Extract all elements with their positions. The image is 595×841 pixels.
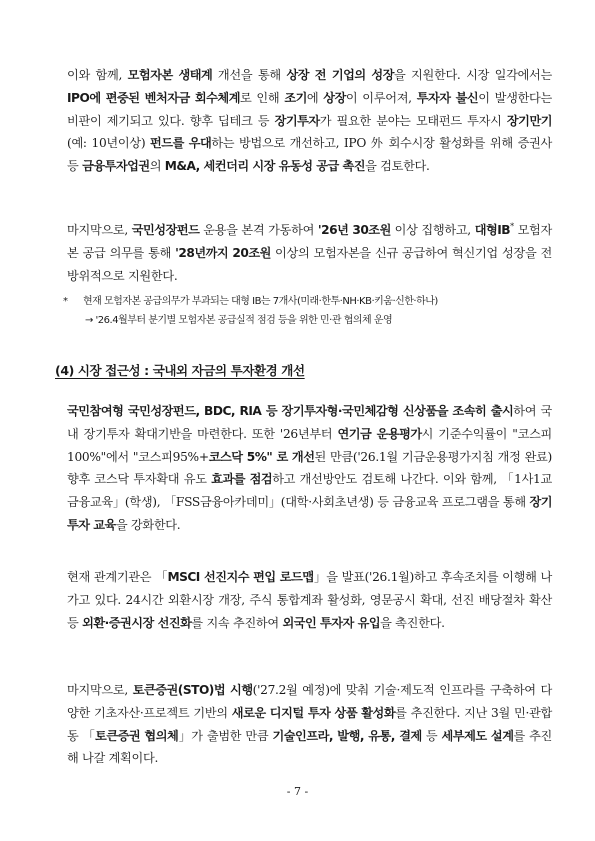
footnote (63, 293, 543, 330)
emphasis: 새로운 디지털 투자 상품 활성화 (231, 705, 396, 720)
emphasis: 투자자 불신 (416, 90, 479, 105)
emphasis: 조기 (284, 90, 307, 105)
emphasis: 연기금 운용평가 (337, 426, 422, 441)
emphasis: 외국인 투자자 유입 (282, 615, 381, 630)
emphasis: 세부제도 설계 (441, 728, 514, 743)
text: ('27.2월 예정)에 맞춰 기술·제도적 인프라를 구축하여 다양한 기초자산·프로젝트 기반의 (67, 683, 552, 720)
emphasis: 외환·증권시장 선진화 (82, 615, 192, 630)
text: 마지막으로, (67, 683, 133, 697)
text: 하는 방법으로 개선하고, IPO 外 회수시장 활성화를 위해 증권사 등 (67, 136, 552, 174)
text: 를 추진한다. 지난 3월 민·관합동 「 (67, 705, 552, 743)
paragraph-growth-fund (55, 216, 552, 287)
emphasis: M&A, 세컨더리 시장 유동성 공급 촉진 (164, 159, 366, 174)
emphasis: 장기투자 교육 (67, 495, 552, 532)
paragraph-msci-roadmap (55, 566, 552, 634)
text: 하여 국내 장기투자 확대기반을 마련한다. 또한 '26년부터 (67, 404, 552, 441)
text: 을 촉진한다. (380, 615, 445, 630)
emphasis: '28년까지 20조원 (175, 245, 271, 260)
emphasis: 토큰증권 협의체 (95, 728, 179, 743)
paragraph-security-token (55, 679, 552, 770)
emphasis: 효과를 점검 (211, 472, 273, 487)
emphasis: 국민참여형 국민성장펀드, BDC, RIA 등 장기투자형·국민체감형 신상품을 조속히 출시 (67, 404, 514, 418)
section-heading: (4) 시장 접근성 : 국내외 자금의 투자환경 개선 (55, 363, 305, 378)
emphasis: 모험자본 생태계 (127, 68, 213, 82)
emphasis: '26년 30조원 (317, 223, 391, 238)
text: 하고 개선방안도 검토해 나간다. 이와 함께, 「1사1교 금융교육」(학생), 「FSS금융아카데미」(대학·사회초년생) 등 금융교육 프로그램을 통해 (67, 472, 552, 510)
text: 로 인해 (239, 90, 285, 105)
text: 개선을 통해 (212, 68, 287, 82)
paragraph-venture-ecosystem (55, 64, 552, 178)
emphasis: 토큰증권(STO)법 시행 (132, 683, 253, 697)
emphasis: 펀드를 우대 (150, 136, 212, 151)
emphasis: 코스닥 5%" 로 개선 (208, 449, 315, 464)
text: 」가 출범한 만큼 (178, 728, 273, 743)
emphasis: 기술인프라, 발행, 유통, 결제 (272, 728, 422, 743)
emphasis: 상장 전 기업의 성장 (286, 68, 394, 82)
emphasis: 장기만기 (506, 113, 552, 128)
emphasis: 장기투자 (274, 113, 320, 128)
emphasis: 국민성장펀드 (131, 223, 200, 238)
paragraph-long-term-products (55, 400, 552, 537)
text: 이상의 모험자본을 신규 공급하여 혁신기업 성장을 전방위적으로 지원한다. (67, 245, 552, 283)
emphasis: IPO에 편중된 벤처자금 회수체계 (67, 90, 240, 105)
footnote-line-2: → '26.4월부터 분기별 모험자본 공급실적 점검 등을 위한 민·관 협의체 운영 (85, 314, 393, 326)
text: 」을 발표('26.1월)하고 후속조치를 이행해 나가고 있다. 24시간 외환시장 개장, 주식 통합계좌 활성화, 영문공시 확대, 선진 배당절차 확산 등 (67, 570, 552, 630)
text: 이 이루어져, (345, 90, 417, 105)
text: 을 강화한다. (115, 517, 181, 532)
emphasis: MSCI 선진지수 편입 로드맵 (167, 570, 314, 584)
text: 가 필요한 분야는 모태펀드 투자시 (319, 113, 507, 128)
footnote-line-1 (63, 293, 543, 312)
page-number: - 7 - (286, 785, 309, 798)
text: 시 기준수익률이 "코스피 100%"에서 "코스피95%+ (67, 426, 553, 464)
text: 을 검토한다. (365, 159, 430, 174)
footnote-asterisk: * (63, 296, 68, 307)
footnote-text: 현재 모험자본 공급의무가 부과되는 대형 IB는 7개사(미래·한투·NH·KB·키움·신한·하나) (83, 296, 438, 307)
emphasis: 금융투자업권 (82, 159, 150, 174)
emphasis: 상장 (323, 90, 346, 105)
text: 모험자본 공급 의무를 통해 (67, 223, 552, 260)
text: 을 지원한다. 시장 일각에서는 (393, 68, 552, 82)
text: 이와 함께, (67, 68, 128, 82)
text: 등 (421, 728, 442, 743)
text: 를 추진해 나갈 계획이다. (67, 728, 553, 766)
emphasis: 대형IB (474, 223, 511, 238)
footnote-marker: * (510, 222, 514, 231)
text: 의 (149, 159, 165, 174)
text: 에 (306, 90, 324, 105)
text: 를 지속 추진하여 (191, 615, 283, 630)
text: 마지막으로, (67, 223, 132, 238)
text: (예: 10년이상) (67, 136, 151, 151)
text: 이상 집행하고, (390, 223, 475, 238)
text: 이 발생한다는 비판이 제기되고 있다. 향후 딥테크 등 (67, 90, 552, 128)
text: 현재 관계기관은 「 (67, 570, 168, 584)
text: 운용을 본격 가동하여 (199, 223, 318, 238)
text: 된 만큼('26.1월 기금운용평가지침 개정 완료) 향후 코스닥 투자확대 유도 (67, 449, 552, 487)
